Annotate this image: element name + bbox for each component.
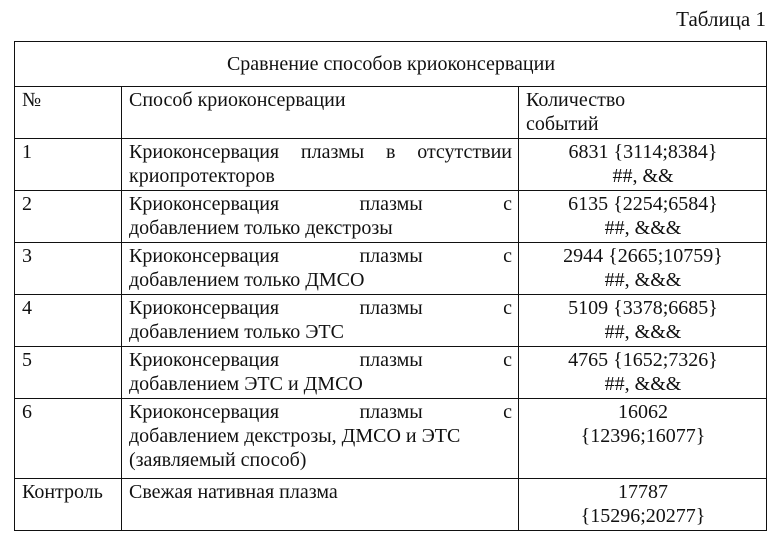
row-method-line1: Криоконсервация плазмы с bbox=[129, 193, 512, 215]
table-row bbox=[15, 243, 767, 295]
row-method-line1: Криоконсервация плазмы с bbox=[129, 349, 512, 371]
row-count bbox=[519, 399, 767, 479]
row-count-line2: {15296;20277} bbox=[580, 505, 706, 527]
header-method: Способ криоконсервации bbox=[122, 87, 519, 139]
row-method-line2: криопротекторов bbox=[129, 165, 275, 187]
row-num: 1 bbox=[15, 139, 122, 191]
row-num: 6 bbox=[15, 399, 122, 479]
table-row bbox=[15, 139, 767, 191]
row-method bbox=[122, 347, 519, 399]
header-count-line2: событий bbox=[526, 113, 599, 135]
row-num: 2 bbox=[15, 191, 122, 243]
row-count-line2: ##, &&& bbox=[604, 217, 682, 239]
row-num: 4 bbox=[15, 295, 122, 347]
table-header-row bbox=[15, 87, 767, 139]
row-count bbox=[519, 139, 767, 191]
row-count-line1: 17787 bbox=[618, 481, 668, 503]
row-method-line2: добавлением декстрозы, ДМСО и ЭТС bbox=[129, 425, 461, 447]
row-method-line1: Криоконсервация плазмы с bbox=[129, 297, 512, 319]
table-row-control bbox=[15, 479, 767, 531]
row-count-line2: ##, && bbox=[612, 165, 674, 187]
row-count-line1: 16062 bbox=[618, 401, 668, 423]
row-method-line1: Криоконсервация плазмы в отсутствии bbox=[129, 141, 512, 163]
row-method bbox=[122, 139, 519, 191]
row-method bbox=[122, 295, 519, 347]
row-count bbox=[519, 243, 767, 295]
row-count-line1: 6135 {2254;6584} bbox=[568, 193, 718, 215]
table-row bbox=[15, 347, 767, 399]
row-count-line2: ##, &&& bbox=[604, 373, 682, 395]
row-method-line2: добавлением только декстрозы bbox=[129, 217, 393, 239]
row-num: 5 bbox=[15, 347, 122, 399]
header-count-line1: Количество bbox=[526, 89, 626, 111]
row-method bbox=[122, 191, 519, 243]
row-method-line1: Криоконсервация плазмы с bbox=[129, 401, 512, 423]
table-row bbox=[15, 399, 767, 479]
row-count-line2: ##, &&& bbox=[604, 269, 682, 291]
row-count-line1: 4765 {1652;7326} bbox=[568, 349, 718, 371]
table-title-row bbox=[15, 42, 767, 87]
cryopreservation-comparison-table bbox=[14, 41, 767, 531]
row-count bbox=[519, 295, 767, 347]
row-count bbox=[519, 191, 767, 243]
row-method-line2: добавлением только ЭТС bbox=[129, 321, 344, 343]
row-count bbox=[519, 479, 767, 531]
row-method-line1: Свежая нативная плазма bbox=[129, 481, 338, 503]
header-count bbox=[519, 87, 767, 139]
row-method-line1: Криоконсервация плазмы с bbox=[129, 245, 512, 267]
row-method-line2: добавлением только ДМСО bbox=[129, 269, 365, 291]
row-count-line1: 2944 {2665;10759} bbox=[563, 245, 723, 267]
row-count-line1: 5109 {3378;6685} bbox=[568, 297, 718, 319]
row-method-line2: добавлением ЭТС и ДМСО bbox=[129, 373, 363, 395]
row-method-line3: (заявляемый способ) bbox=[129, 449, 307, 471]
row-count-line2: {12396;16077} bbox=[580, 425, 706, 447]
table-row bbox=[15, 191, 767, 243]
row-method bbox=[122, 243, 519, 295]
row-num: Контроль bbox=[15, 479, 122, 531]
table-caption: Таблица 1 bbox=[676, 7, 766, 31]
table-title: Сравнение способов криоконсервации bbox=[15, 42, 767, 87]
row-method bbox=[122, 479, 519, 531]
row-num: 3 bbox=[15, 243, 122, 295]
table-row bbox=[15, 295, 767, 347]
row-count-line2: ##, &&& bbox=[604, 321, 682, 343]
header-num: № bbox=[15, 87, 122, 139]
row-method bbox=[122, 399, 519, 479]
row-count-line1: 6831 {3114;8384} bbox=[568, 141, 718, 163]
row-count bbox=[519, 347, 767, 399]
